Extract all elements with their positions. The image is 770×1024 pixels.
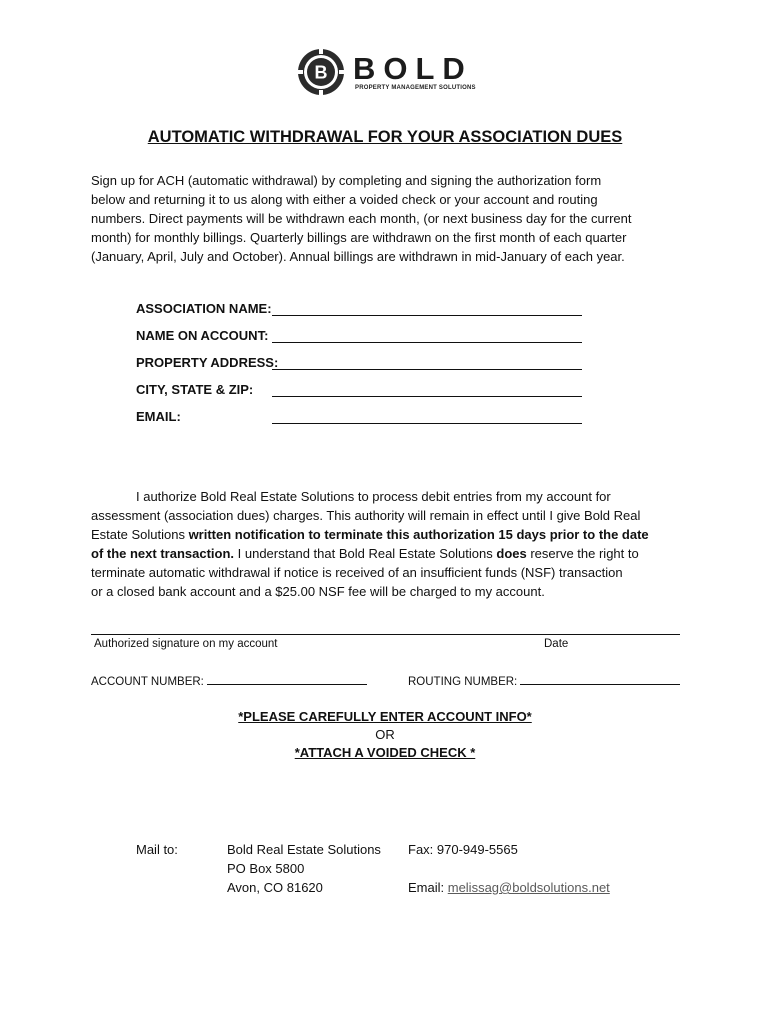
routing-number-label: ROUTING NUMBER: xyxy=(408,676,518,688)
intro-line: (January, April, July and October). Annual billings are withdrawn in mid-January of each year. xyxy=(91,249,625,264)
email-label: Email: xyxy=(408,880,448,895)
svg-text:B: B xyxy=(314,62,328,83)
mail-company-name: Bold Real Estate Solutions xyxy=(227,842,381,857)
fill-in-line[interactable] xyxy=(272,423,582,424)
intro-line: Sign up for ACH (automatic withdrawal) by completing and signing the authorization form xyxy=(91,173,602,188)
company-logo xyxy=(296,47,476,97)
auth-line: assessment (association dues) charges. This authority will remain in effect until I give Bold Real xyxy=(91,508,641,523)
bold-logo-icon xyxy=(296,47,346,97)
mail-po-box: PO Box 5800 xyxy=(227,861,305,876)
notice-attach-check: *ATTACH A VOIDED CHECK * xyxy=(294,745,476,760)
auth-line: I authorize Bold Real Estate Solutions to process debit entries from my account for xyxy=(136,489,611,504)
routing-number-field[interactable] xyxy=(408,673,680,688)
mail-to-label: Mail to: xyxy=(136,842,178,857)
fill-in-line[interactable] xyxy=(272,396,582,397)
logo-tagline: PROPERTY MANAGEMENT SOLUTIONS xyxy=(355,84,476,91)
field-label: CITY, STATE & ZIP: xyxy=(136,382,254,397)
account-number-field[interactable] xyxy=(91,673,367,688)
date-label: Date xyxy=(544,638,569,650)
mail-city: Avon, CO 81620 xyxy=(227,880,323,895)
intro-line: month) for monthly billings. Quarterly billings are withdrawn on the first month of each quarter xyxy=(91,230,627,245)
fill-in-line[interactable] xyxy=(272,369,582,370)
signature-line[interactable] xyxy=(91,634,680,635)
auth-line: terminate automatic withdrawal if notice is received of an insufficient funds (NSF) transaction xyxy=(91,565,623,580)
fax-number: Fax: 970-949-5565 xyxy=(408,842,518,857)
field-label: NAME ON ACCOUNT: xyxy=(136,328,269,343)
intro-line: below and returning it to us along with either a voided check or your account and routing xyxy=(91,192,598,207)
field-label: PROPERTY ADDRESS: xyxy=(136,355,279,370)
intro-paragraph xyxy=(91,171,691,266)
routing-number-line[interactable] xyxy=(520,673,680,685)
field-label: ASSOCIATION NAME: xyxy=(136,301,272,316)
auth-line: Estate Solutions written notification to terminate this authorization 15 days prior to the date xyxy=(91,527,649,542)
email-contact xyxy=(408,878,610,897)
fill-in-line[interactable] xyxy=(272,342,582,343)
notice-or: OR xyxy=(375,727,395,742)
account-number-line[interactable] xyxy=(207,673,367,685)
authorization-paragraph xyxy=(91,487,691,601)
email-link[interactable]: melissag@boldsolutions.net xyxy=(447,880,610,895)
auth-line: of the next transaction. I understand that Bold Real Estate Solutions does reserve the right to xyxy=(91,546,639,561)
logo-wordmark: BOLD xyxy=(353,50,473,86)
page-title: AUTOMATIC WITHDRAWAL FOR YOUR ASSOCIATION DUES xyxy=(147,128,623,146)
auth-line: or a closed bank account and a $25.00 NSF fee will be charged to my account. xyxy=(91,584,545,599)
account-number-label: ACCOUNT NUMBER: xyxy=(91,676,204,688)
mail-address xyxy=(227,840,381,897)
intro-line: numbers. Direct payments will be withdrawn each month, (or next business day for the current xyxy=(91,211,632,226)
notice-enter-info: *PLEASE CAREFULLY ENTER ACCOUNT INFO* xyxy=(238,709,532,724)
signature-label: Authorized signature on my account xyxy=(94,638,278,650)
fill-in-line[interactable] xyxy=(272,315,582,316)
field-label: EMAIL: xyxy=(136,409,181,424)
